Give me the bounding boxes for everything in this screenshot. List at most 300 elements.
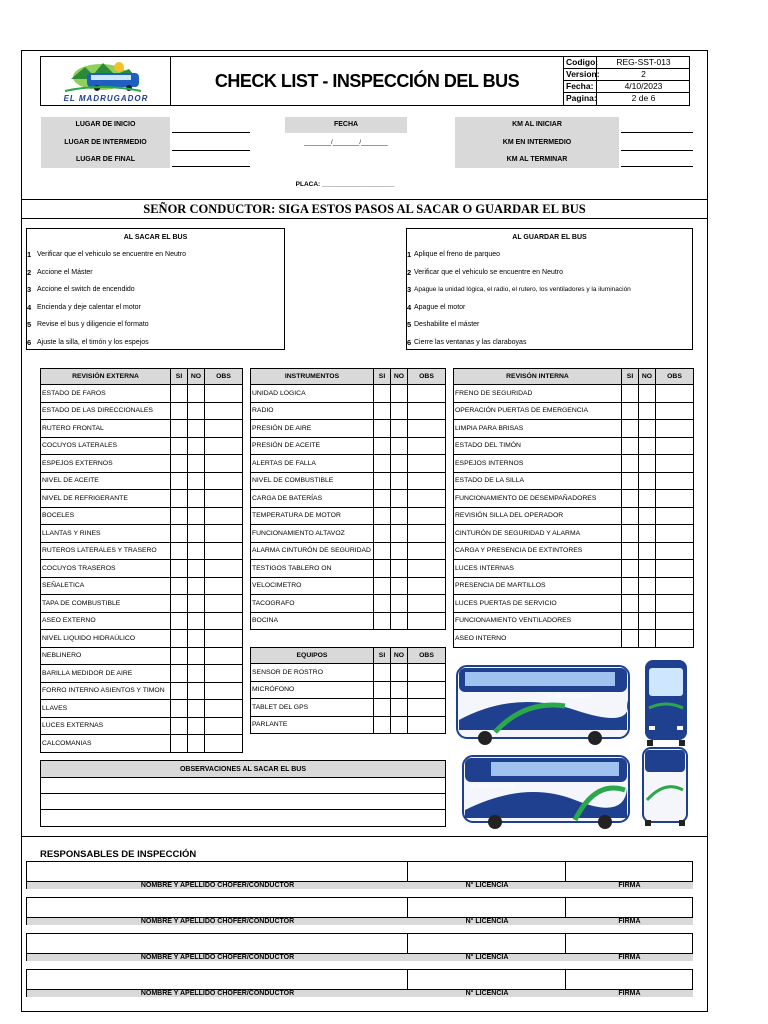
check-si[interactable] (622, 385, 639, 403)
label-km-iniciar: KM AL INICIAR (512, 121, 562, 128)
obs-cell[interactable] (408, 402, 446, 420)
obs-cell[interactable] (408, 507, 446, 525)
check-si[interactable] (622, 577, 639, 595)
check-si[interactable] (171, 437, 188, 455)
field-placa[interactable]: PLACA: ____________________ (295, 181, 395, 188)
check-no[interactable] (188, 560, 205, 578)
obs-cell[interactable] (408, 437, 446, 455)
table-row (41, 507, 243, 525)
step-text: Aplique el freno de parqueo (414, 251, 501, 259)
obs-cell[interactable] (656, 525, 694, 543)
company-logo (41, 57, 171, 105)
check-no[interactable] (639, 630, 656, 648)
check-si[interactable] (171, 682, 188, 700)
table-row (251, 385, 446, 403)
check-si[interactable] (171, 647, 188, 665)
table-header-row (251, 648, 446, 664)
bus-rear-label: EL MADRUGADOR (471, 784, 515, 790)
step-item (27, 281, 284, 299)
check-si[interactable] (171, 630, 188, 648)
step-text: Apague la unidad lógica, el radio, el rutero, los ventiladores y la iluminación (414, 286, 631, 294)
obs-cell[interactable] (205, 630, 243, 648)
table-header-row (41, 369, 243, 385)
check-no[interactable] (639, 420, 656, 438)
check-si[interactable] (374, 507, 391, 525)
check-si[interactable] (374, 455, 391, 473)
check-si[interactable] (374, 595, 391, 613)
check-si[interactable] (374, 490, 391, 508)
check-no[interactable] (188, 490, 205, 508)
check-si[interactable] (622, 542, 639, 560)
check-si[interactable] (622, 525, 639, 543)
check-si[interactable] (171, 700, 188, 718)
nombre-label: NOMBRE Y APELLIDO CHOFER/CONDUCTOR (27, 953, 408, 961)
table-row (251, 402, 446, 420)
step-number: 2 (407, 267, 412, 277)
check-no[interactable] (391, 437, 408, 455)
check-no[interactable] (188, 420, 205, 438)
check-si[interactable] (622, 595, 639, 613)
obs-cell[interactable] (205, 507, 243, 525)
obs-cell[interactable] (205, 665, 243, 683)
col-si: SI (171, 369, 188, 385)
check-si[interactable] (171, 542, 188, 560)
table-row (454, 437, 694, 455)
check-no[interactable] (639, 595, 656, 613)
check-si[interactable] (171, 577, 188, 595)
checklist-item: CALCOMANIAS (41, 735, 171, 753)
check-si[interactable] (622, 507, 639, 525)
table-row (251, 542, 446, 560)
check-no[interactable] (391, 664, 408, 682)
check-si[interactable] (374, 420, 391, 438)
table-row (251, 612, 446, 630)
checklist-item: TESTIGOS TABLERO ON (251, 560, 374, 578)
check-no[interactable] (391, 507, 408, 525)
check-no[interactable] (639, 402, 656, 420)
firma-label: FIRMA (566, 953, 693, 961)
obs-cell[interactable] (205, 455, 243, 473)
checklist-item: OPERACIÓN PUERTAS DE EMERGENCIA (454, 402, 622, 420)
check-no[interactable] (188, 630, 205, 648)
observaciones-title: OBSERVACIONES AL SACAR EL BUS (41, 761, 445, 778)
obs-cell[interactable] (408, 490, 446, 508)
table-row (251, 507, 446, 525)
table-row (251, 420, 446, 438)
check-si[interactable] (622, 612, 639, 630)
obs-cell[interactable] (408, 560, 446, 578)
obs-cell[interactable] (205, 577, 243, 595)
check-no[interactable] (391, 560, 408, 578)
observaciones-box[interactable] (40, 760, 446, 827)
table-row (41, 700, 243, 718)
field-lugar-intermedio[interactable] (172, 150, 250, 151)
table-row (454, 560, 694, 578)
check-si[interactable] (171, 735, 188, 753)
check-no[interactable] (391, 716, 408, 734)
obs-cell[interactable] (205, 420, 243, 438)
meta-value: 2 de 6 (631, 93, 656, 103)
check-si[interactable] (374, 577, 391, 595)
check-si[interactable] (622, 472, 639, 490)
firma-label: FIRMA (566, 989, 693, 997)
bus-illustration (455, 660, 693, 830)
checklist-item: NIVEL DE COMBUSTIBLE (251, 472, 374, 490)
check-si[interactable] (374, 525, 391, 543)
check-no[interactable] (391, 525, 408, 543)
bus-side-view-icon (457, 666, 629, 745)
obs-cell[interactable] (205, 735, 243, 753)
col-no: NO (639, 369, 656, 385)
check-no[interactable] (639, 437, 656, 455)
check-si[interactable] (374, 472, 391, 490)
step-number: 5 (407, 320, 412, 330)
col-si: SI (622, 369, 639, 385)
checklist-item: REVISIÓN SILLA DEL OPERADOR (454, 507, 622, 525)
checklist-item: ESTADO DE FAROS (41, 385, 171, 403)
check-no[interactable] (188, 385, 205, 403)
check-no[interactable] (639, 455, 656, 473)
checklist-item: LUCES PUERTAS DE SERVICIO (454, 595, 622, 613)
table-row (454, 595, 694, 613)
label-km-intermedio: KM EN INTERMEDIO (502, 139, 572, 146)
table-row (251, 437, 446, 455)
check-si[interactable] (622, 437, 639, 455)
field-fecha[interactable]: ________/________/________ (304, 140, 388, 146)
table-row (454, 402, 694, 420)
field-lugar-inicio[interactable] (172, 132, 250, 133)
table-row (41, 385, 243, 403)
check-si[interactable] (374, 612, 391, 630)
document-meta (564, 57, 690, 105)
al-sacar-title: AL SACAR EL BUS (123, 234, 188, 241)
al-sacar-steps (26, 228, 285, 350)
check-si[interactable] (171, 472, 188, 490)
label-lugar-inicio: LUGAR DE INICIO (75, 121, 136, 128)
check-no[interactable] (639, 385, 656, 403)
step-text: Ajuste la silla, el timón y los espejos (37, 338, 149, 346)
col-si: SI (374, 369, 391, 385)
meta-value: 4/10/2023 (624, 81, 663, 91)
check-no[interactable] (188, 455, 205, 473)
checklist-item: NIVEL DE ACEITE (41, 472, 171, 490)
step-item (407, 316, 692, 334)
obs-cell[interactable] (656, 472, 694, 490)
check-no[interactable] (391, 612, 408, 630)
check-si[interactable] (622, 402, 639, 420)
obs-cell[interactable] (656, 577, 694, 595)
check-no[interactable] (188, 717, 205, 735)
licencia-label: N° LICENCIA (408, 917, 566, 925)
obs-cell[interactable] (408, 420, 446, 438)
step-item (407, 299, 692, 317)
table-row (251, 664, 446, 682)
check-si[interactable] (171, 665, 188, 683)
checklist-item: ESTADO DE LAS DIRECCIONALES (41, 402, 171, 420)
obs-cell[interactable] (408, 716, 446, 734)
check-no[interactable] (391, 681, 408, 699)
check-no[interactable] (391, 472, 408, 490)
check-no[interactable] (188, 682, 205, 700)
obs-cell[interactable] (205, 717, 243, 735)
field-km-iniciar[interactable] (621, 132, 693, 133)
check-si[interactable] (622, 560, 639, 578)
meta-value: 2 (641, 69, 646, 79)
obs-cell[interactable] (408, 681, 446, 699)
check-si[interactable] (171, 402, 188, 420)
obs-cell[interactable] (656, 542, 694, 560)
step-item (407, 246, 692, 264)
al-guardar-title: AL GUARDAR EL BUS (512, 234, 587, 241)
check-si[interactable] (374, 699, 391, 717)
checklist-item: NIVEL DE REFRIGERANTE (41, 490, 171, 508)
field-lugar-final[interactable] (172, 166, 250, 167)
check-no[interactable] (639, 507, 656, 525)
checklist-item: LUCES EXTERNAS (41, 717, 171, 735)
step-number: 2 (27, 267, 32, 277)
obs-cell[interactable] (205, 612, 243, 630)
check-no[interactable] (639, 525, 656, 543)
check-si[interactable] (171, 507, 188, 525)
obs-cell[interactable] (408, 699, 446, 717)
meta-key: Fecha: (564, 81, 597, 92)
obs-cell[interactable] (408, 385, 446, 403)
obs-cell[interactable] (205, 542, 243, 560)
table-row (251, 681, 446, 699)
table-row (41, 717, 243, 735)
check-no[interactable] (639, 560, 656, 578)
check-si[interactable] (374, 542, 391, 560)
obs-cell[interactable] (205, 700, 243, 718)
table-row (251, 490, 446, 508)
check-no[interactable] (639, 577, 656, 595)
step-number: 3 (27, 285, 32, 295)
bus-side-label: EL MADRUGADOR (547, 694, 591, 700)
checklist-item: ASEO EXTERNO (41, 612, 171, 630)
obs-cell[interactable] (656, 630, 694, 648)
step-number: 4 (27, 302, 32, 312)
checklist-item: COCUYOS LATERALES (41, 437, 171, 455)
obs-cell[interactable] (205, 525, 243, 543)
obs-cell[interactable] (656, 612, 694, 630)
check-no[interactable] (391, 699, 408, 717)
check-no[interactable] (188, 735, 205, 753)
obs-cell[interactable] (656, 420, 694, 438)
obs-cell[interactable] (408, 472, 446, 490)
firma-label: FIRMA (566, 917, 693, 925)
signature-row[interactable] (26, 861, 693, 889)
check-si[interactable] (374, 664, 391, 682)
check-si[interactable] (374, 437, 391, 455)
obs-cell[interactable] (205, 560, 243, 578)
checklist-item: BARILLA MEDIDOR DE AIRE (41, 665, 171, 683)
obs-cell[interactable] (205, 647, 243, 665)
col-si: SI (374, 648, 391, 664)
check-si[interactable] (374, 560, 391, 578)
obs-cell[interactable] (205, 402, 243, 420)
field-km-terminar[interactable] (621, 166, 693, 167)
check-si[interactable] (171, 455, 188, 473)
obs-cell[interactable] (656, 385, 694, 403)
check-si[interactable] (171, 612, 188, 630)
step-item (407, 334, 692, 352)
check-si[interactable] (171, 385, 188, 403)
check-no[interactable] (391, 595, 408, 613)
check-no[interactable] (188, 542, 205, 560)
checklist-item: NEBLINERO (41, 647, 171, 665)
field-km-intermedio[interactable] (621, 150, 693, 151)
table-row (41, 437, 243, 455)
meta-value: REG-SST-013 (616, 57, 671, 67)
checklist-item: LUCES INTERNAS (454, 560, 622, 578)
table-row (454, 525, 694, 543)
checklist-item: PRESIÓN DE ACEITE (251, 437, 374, 455)
check-no[interactable] (188, 437, 205, 455)
checklist-item: FORRO INTERNO ASIENTOS Y TIMON (41, 682, 171, 700)
step-item (407, 281, 692, 299)
step-text: Apague el motor (414, 303, 466, 311)
obs-cell[interactable] (408, 664, 446, 682)
check-no[interactable] (391, 455, 408, 473)
col-obs: OBS (205, 369, 243, 385)
table-row (251, 595, 446, 613)
revision-interna-table (453, 368, 694, 648)
document-header (40, 56, 690, 106)
check-no[interactable] (391, 542, 408, 560)
bus-side-view-rear-icon (463, 756, 629, 829)
check-no[interactable] (391, 420, 408, 438)
table-row (251, 699, 446, 717)
obs-cell[interactable] (656, 507, 694, 525)
check-si[interactable] (171, 560, 188, 578)
al-guardar-steps (406, 228, 693, 350)
check-no[interactable] (639, 490, 656, 508)
check-si[interactable] (171, 490, 188, 508)
obs-cell[interactable] (656, 595, 694, 613)
check-no[interactable] (188, 700, 205, 718)
obs-cell[interactable] (205, 437, 243, 455)
check-si[interactable] (171, 420, 188, 438)
check-si[interactable] (171, 595, 188, 613)
table-row (41, 595, 243, 613)
signature-row[interactable] (26, 933, 693, 961)
obs-cell[interactable] (408, 525, 446, 543)
meta-key: Pagina: (566, 93, 597, 103)
obs-cell[interactable] (205, 682, 243, 700)
checklist-item: FUNCIONAMIENTO ALTAVOZ (251, 525, 374, 543)
step-number: 4 (407, 302, 412, 312)
check-no[interactable] (188, 507, 205, 525)
obs-cell[interactable] (408, 612, 446, 630)
obs-cell[interactable] (656, 402, 694, 420)
check-si[interactable] (374, 402, 391, 420)
obs-cell[interactable] (656, 455, 694, 473)
check-si[interactable] (622, 455, 639, 473)
obs-cell[interactable] (656, 490, 694, 508)
step-number: 5 (27, 320, 32, 330)
step-text: Revise el bus y diligencie el formato (37, 321, 149, 329)
table-row (251, 455, 446, 473)
table-row (41, 612, 243, 630)
signature-row[interactable] (26, 969, 693, 997)
check-no[interactable] (188, 472, 205, 490)
col-no: NO (391, 648, 408, 664)
table-header-row (454, 369, 694, 385)
table-row (251, 716, 446, 734)
bus-back-view-icon (643, 748, 687, 826)
checklist-item: FRENO DE SEGURIDAD (454, 385, 622, 403)
step-number: 3 (407, 285, 412, 295)
table-row (41, 665, 243, 683)
check-si[interactable] (622, 630, 639, 648)
check-si[interactable] (374, 385, 391, 403)
obs-cell[interactable] (408, 595, 446, 613)
table-row (251, 525, 446, 543)
check-si[interactable] (374, 716, 391, 734)
check-no[interactable] (188, 577, 205, 595)
responsables-title: RESPONSABLES DE INSPECCIÓN (40, 849, 197, 860)
check-no[interactable] (188, 647, 205, 665)
obs-cell[interactable] (656, 437, 694, 455)
check-si[interactable] (622, 490, 639, 508)
check-si[interactable] (374, 681, 391, 699)
check-no[interactable] (391, 385, 408, 403)
check-no[interactable] (188, 665, 205, 683)
check-no[interactable] (188, 402, 205, 420)
checklist-item: SEÑALETICA (41, 577, 171, 595)
obs-cell[interactable] (205, 385, 243, 403)
check-no[interactable] (639, 612, 656, 630)
obs-cell[interactable] (205, 595, 243, 613)
check-no[interactable] (188, 525, 205, 543)
check-no[interactable] (188, 612, 205, 630)
checklist-item: ALERTAS DE FALLA (251, 455, 374, 473)
check-si[interactable] (171, 717, 188, 735)
check-no[interactable] (391, 490, 408, 508)
checklist-item: BOCELES (41, 507, 171, 525)
check-no[interactable] (639, 542, 656, 560)
label-lugar-final: LUGAR DE FINAL (75, 156, 136, 163)
table-row (41, 630, 243, 648)
obs-cell[interactable] (408, 542, 446, 560)
section-divider (21, 836, 708, 837)
obs-cell[interactable] (205, 472, 243, 490)
table-row (41, 542, 243, 560)
check-no[interactable] (639, 472, 656, 490)
obs-cell[interactable] (408, 577, 446, 595)
checklist-item: VELOCIMETRO (251, 577, 374, 595)
bus-front-view-icon (645, 660, 687, 746)
signature-row[interactable] (26, 897, 693, 925)
obs-cell[interactable] (205, 490, 243, 508)
check-si[interactable] (171, 525, 188, 543)
step-text: Verificar que el vehiculo se encuentre en Neutro (414, 268, 564, 276)
check-no[interactable] (391, 577, 408, 595)
instrumentos-table (250, 368, 446, 630)
check-no[interactable] (391, 402, 408, 420)
step-text: Accione el switch de encendido (37, 286, 135, 294)
checklist-item: PRESENCIA DE MARTILLOS (454, 577, 622, 595)
table-row (251, 560, 446, 578)
table-row (41, 455, 243, 473)
table-row (41, 682, 243, 700)
obs-cell[interactable] (408, 455, 446, 473)
obs-cell[interactable] (656, 560, 694, 578)
check-si[interactable] (622, 420, 639, 438)
checklist-item: RADIO (251, 402, 374, 420)
nombre-label: NOMBRE Y APELLIDO CHOFER/CONDUCTOR (27, 881, 408, 889)
check-no[interactable] (188, 595, 205, 613)
